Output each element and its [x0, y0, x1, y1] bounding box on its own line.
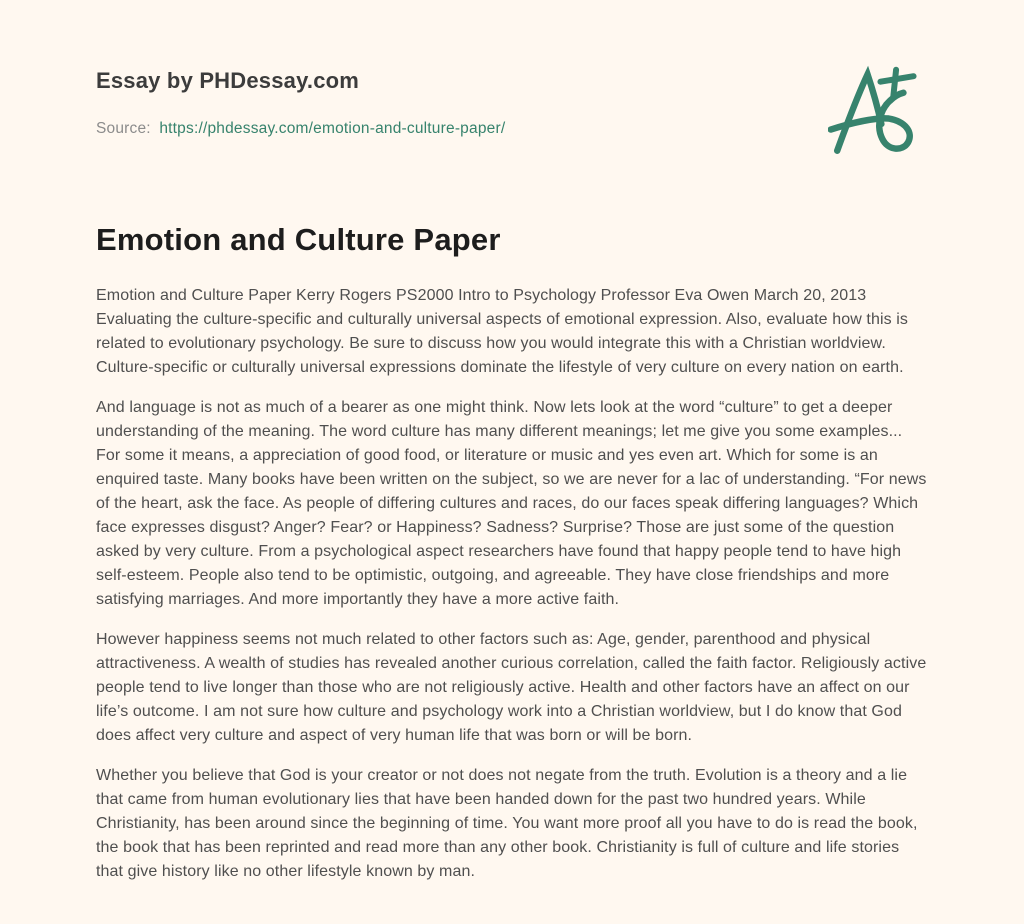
site-heading: Essay by PHDessay.com	[96, 68, 360, 93]
essay-title: Emotion and Culture Paper	[96, 222, 501, 257]
page-header	[96, 68, 928, 138]
source-label: Source:	[96, 120, 151, 137]
essay-paragraph-1: Emotion and Culture Paper Kerry Rogers PS2000 Intro to Psychology Professor Eva Owen March 20, 2013 Evaluating the culture-specific and culturally universal aspects of emotional expression. Also, evaluate how this is related to evolutionary psychology. Be sure to discuss how you would integrate this with a Christian worldview. Culture-specific or culturally universal expressions dominate the lifestyle of very culture on every nation on earth.	[96, 287, 909, 376]
source-line	[96, 120, 928, 138]
source-link[interactable]: https://phdessay.com/emotion-and-culture-paper/	[159, 120, 506, 137]
phdessay-a-plus-logo-icon	[828, 64, 920, 162]
essay-paragraph-2: And language is not as much of a bearer as one might think. Now lets look at the word “culture” to get a deeper understanding of the meaning. The word culture has many different meanings; let me give you some examples... For some it means, a appreciation of good food, or literature or music and yes even art. Which for some is an enquired taste. Many books have been written on the subject, so we are never for a lac of understanding. “For news of the heart, ask the face. As people of differing cultures and races, do our faces speak differing languages? Which face expresses disgust? Anger? Fear? or Happiness? Sadness? Surprise? Those are just some of the question asked by very culture. From a psychological aspect researchers have found that happy people tend to have high self-esteem. People also tend to be optimistic, outgoing, and agreeable. They have close friendships and more satisfying marriages. And more importantly they have a more active faith.	[96, 399, 927, 608]
essay-paragraph-4: Whether you believe that God is your creator or not does not negate from the truth. Evolution is a theory and a lie that came from human evolutionary lies that have been handed down for the past two hundred years. While Christianity, has been around since the beginning of time. You want more proof all you have to do is read the book, the book that has been reprinted and read more than any other book. Christianity is full of culture and life stories that give history like no other lifestyle known by man.	[96, 767, 918, 880]
essay-paragraph-3: However happiness seems not much related to other factors such as: Age, gender, parenthood and physical attractiveness. A wealth of studies has revealed another curious correlation, called the faith factor. Religiously active people tend to live longer than those who are not religiously active. Health and other factors have an affect on our life’s outcome. I am not sure how culture and psychology work into a Christian worldview, but I do know that God does affect very culture and aspect of very human life that was born or will be born.	[96, 631, 927, 744]
header-text	[96, 68, 928, 138]
essay-content	[96, 222, 928, 884]
